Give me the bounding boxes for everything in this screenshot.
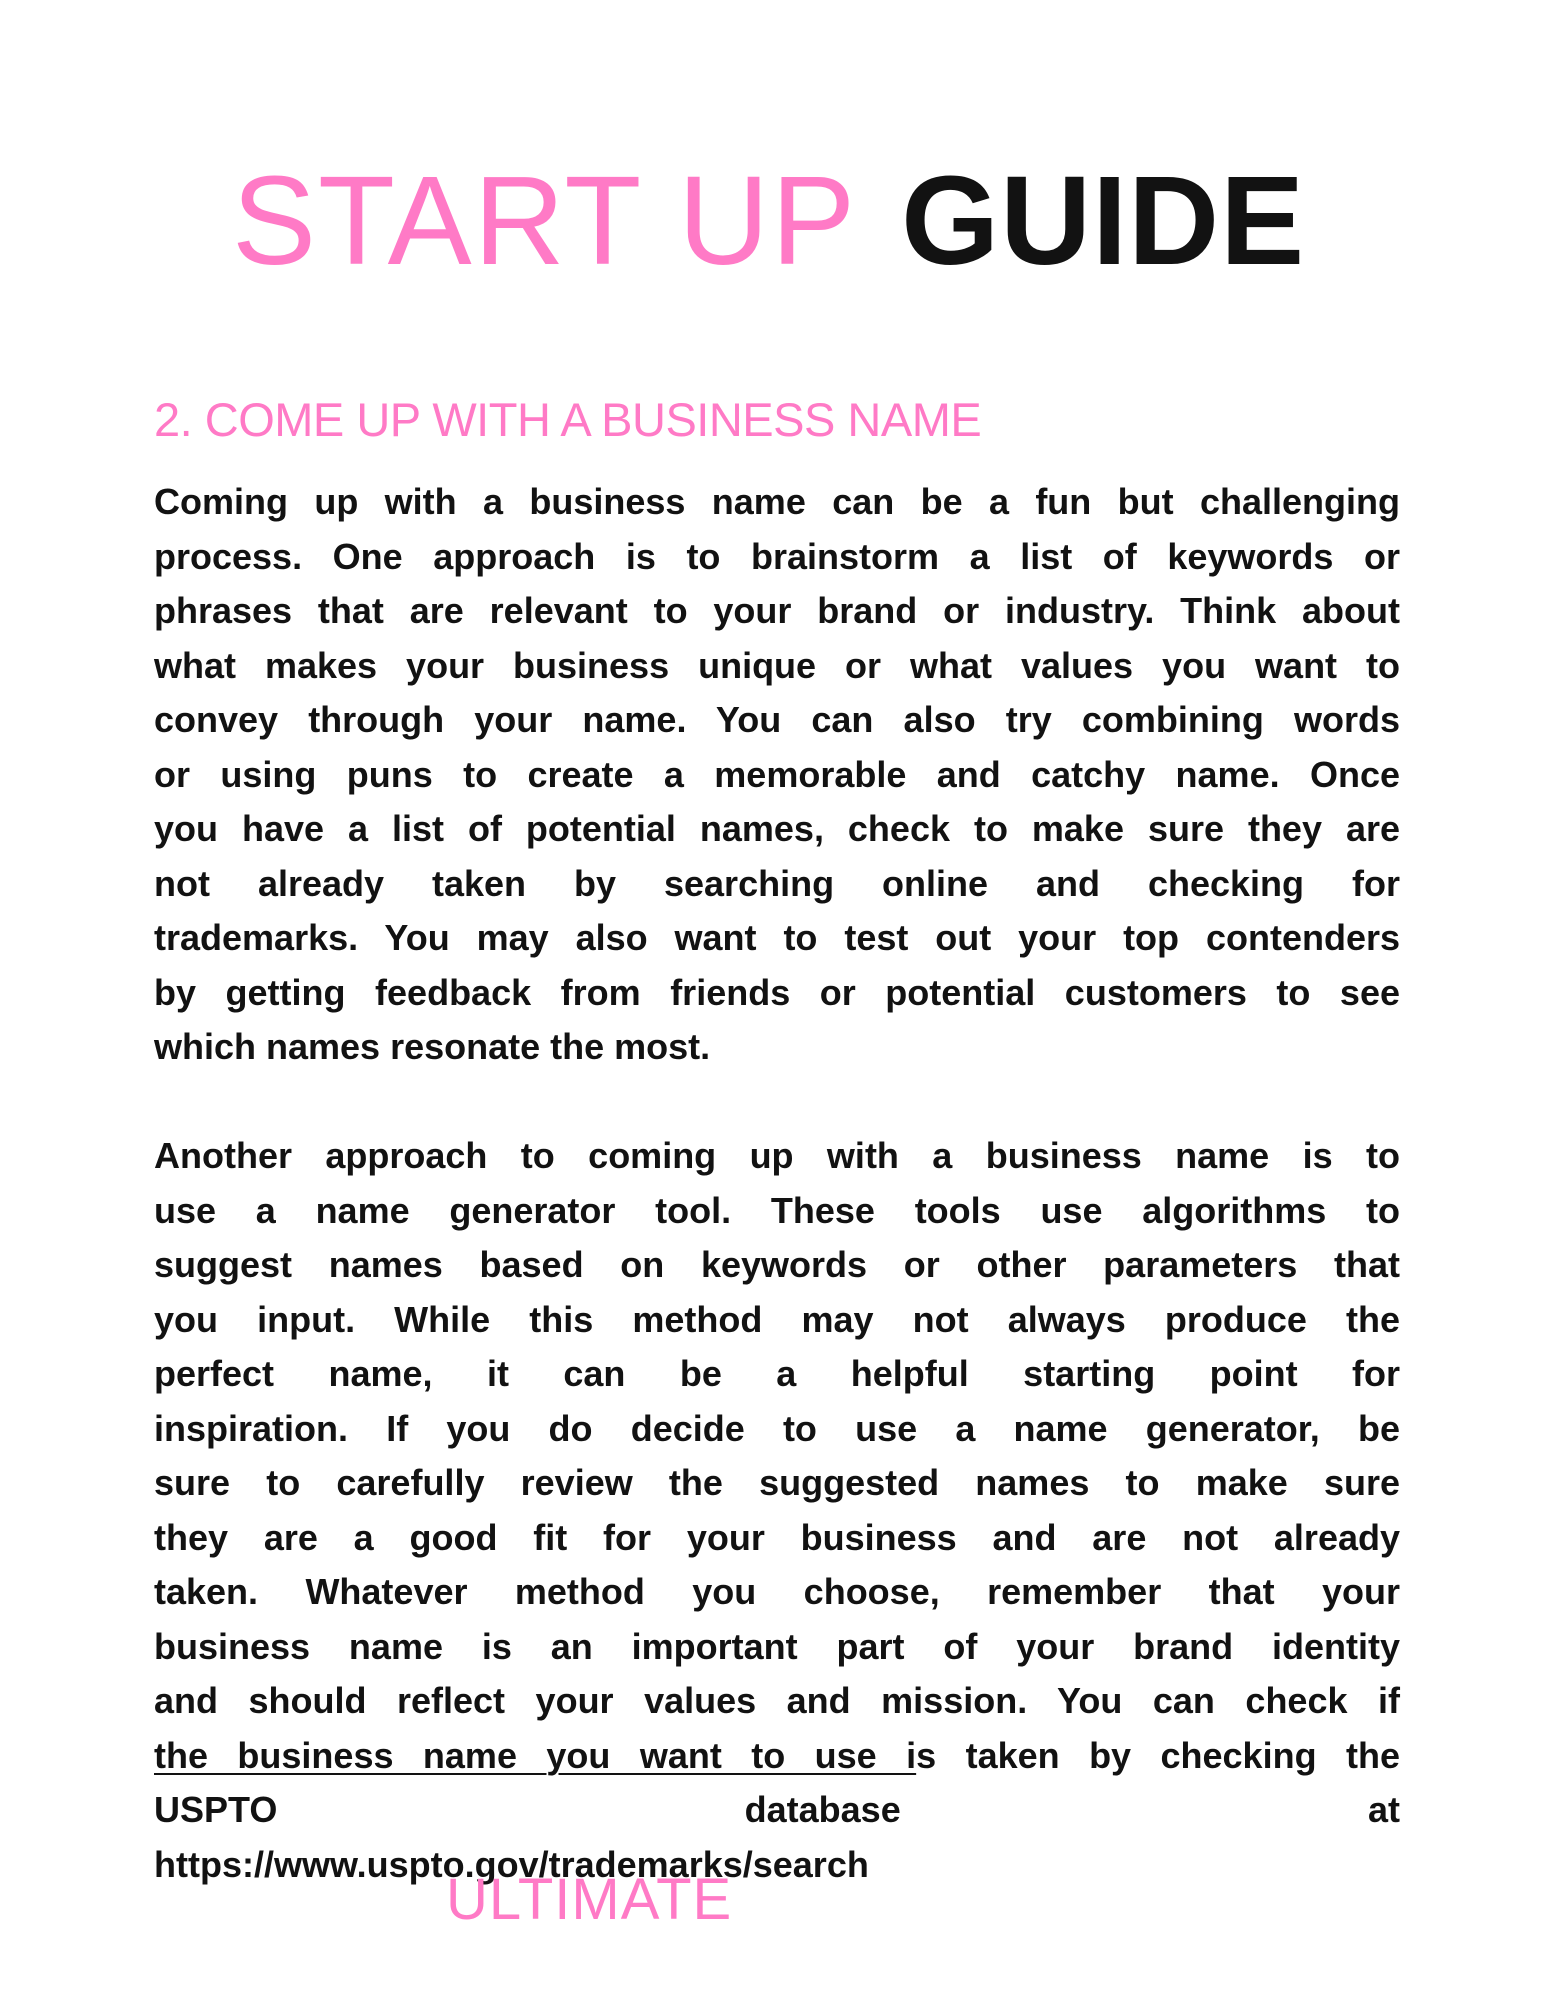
uspto-line: USPTO database at	[154, 1789, 1400, 1830]
footer-ultimate: ULTIMATE	[446, 1867, 733, 1932]
text-line: use a name generator tool. These tools use algorithms to	[154, 1189, 1400, 1231]
text-line: inspiration. If you do decide to use a name generator, be	[154, 1407, 1400, 1449]
paragraph-2	[154, 1129, 1400, 1729]
text-line: what makes your business unique or what values you want to	[154, 644, 1400, 686]
text-line: Another approach to coming up with a business name is to	[154, 1135, 1400, 1176]
uspto-link[interactable]: https://www.uspto.gov/trademarks/search	[154, 1843, 869, 1885]
text-line: Coming up with a business name can be a fun but challenging	[154, 481, 1400, 522]
text-line: trademarks. You may also want to test out your top contenders	[154, 917, 1400, 958]
text-line: taken. Whatever method you choose, remember that your	[154, 1571, 1400, 1612]
body-text	[154, 475, 1400, 1892]
paragraph-1	[154, 475, 1400, 1075]
text-line: sure to carefully review the suggested names to make sure	[154, 1462, 1400, 1503]
underlined-text-line	[154, 1729, 1400, 1784]
text-line: phrases that are relevant to your brand or industry. Think about	[154, 590, 1400, 631]
text-line: you input. While this method may not always produce the	[154, 1298, 1400, 1340]
underlined-text: the business name you want to use i	[154, 1734, 917, 1776]
text-line: which names resonate the most.	[154, 1026, 711, 1067]
text-line: business name is an important part of your brand identity	[154, 1625, 1400, 1667]
section-heading: 2. COME UP WITH A BUSINESS NAME	[154, 393, 982, 446]
paragraph-gap	[154, 1075, 1400, 1130]
text-line: suggest names based on keywords or other parameters that	[154, 1244, 1400, 1285]
line-rest: s taken by checking the	[916, 1734, 1400, 1776]
text-line: by getting feedback from friends or potential customers to see	[154, 971, 1400, 1013]
text-line: and should reflect your values and mission. You can check if	[154, 1680, 1400, 1721]
text-line: you have a list of potential names, check to make sure they are	[154, 808, 1400, 849]
text-line: process. One approach is to brainstorm a list of keywords or	[154, 535, 1400, 577]
title-start-up: START UP	[232, 150, 858, 291]
text-line: convey through your name. You can also try combining words	[154, 699, 1400, 740]
text-line: not already taken by searching online and checking for	[154, 862, 1400, 904]
text-line: perfect name, it can be a helpful starting point for	[154, 1353, 1400, 1394]
page-title	[232, 150, 1306, 291]
text-line: they are a good fit for your business and are not already	[154, 1516, 1400, 1558]
title-guide: GUIDE	[901, 150, 1306, 291]
text-line: or using puns to create a memorable and catchy name. Once	[154, 753, 1400, 795]
